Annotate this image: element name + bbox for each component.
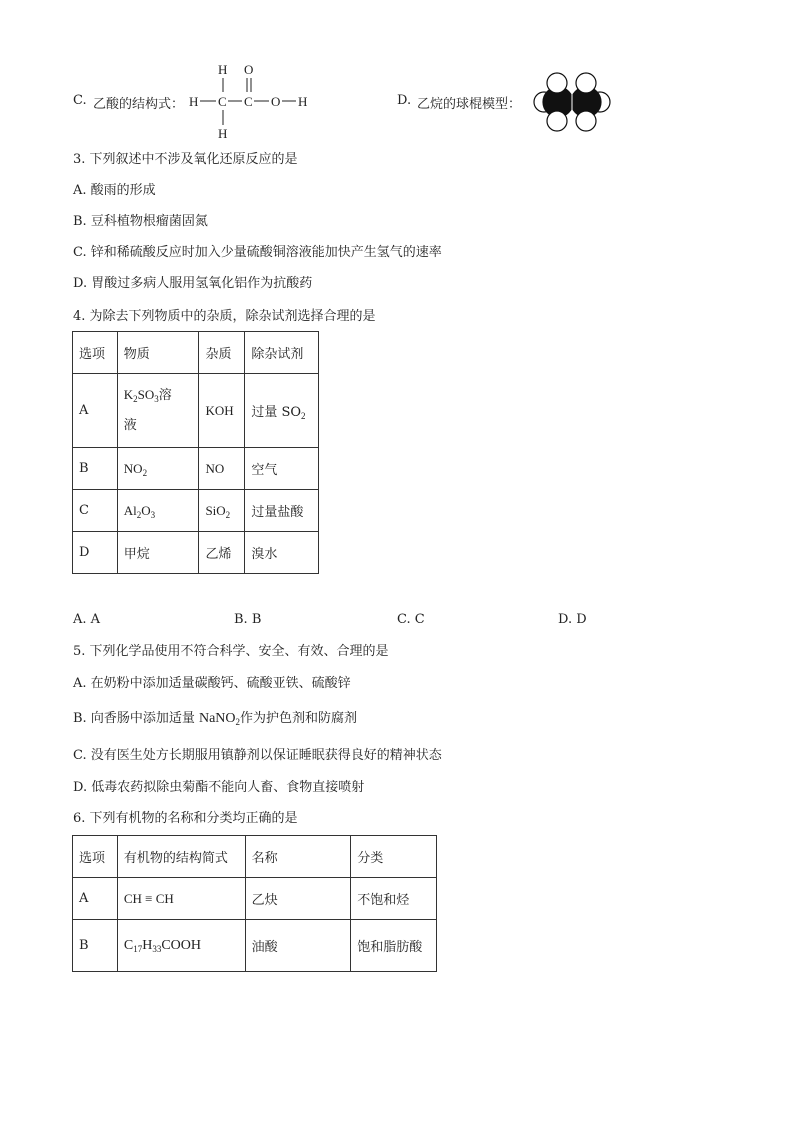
- option-cell: A: [73, 374, 118, 448]
- acetic-acid-structural-formula: [185, 60, 320, 142]
- substance-cell: $K_2SO_3$溶 液: [117, 374, 199, 448]
- atom-h-top: H: [218, 62, 228, 77]
- header-cell: 分类: [351, 836, 437, 878]
- atom-o-right: O: [271, 94, 281, 109]
- atom-h-bottom: H: [218, 126, 228, 141]
- q2-option-c-text: 乙酸的结构式：: [93, 97, 185, 112]
- table-row: [73, 490, 319, 532]
- table-header-row: [73, 332, 319, 374]
- atom-o-top: O: [244, 62, 254, 77]
- option-cell: A: [73, 878, 118, 920]
- q3-option-a: A. 酸雨的形成: [73, 183, 156, 198]
- header-cell: 选项: [73, 332, 118, 374]
- formula-cell: CH ≡ CH: [117, 878, 245, 920]
- q3-option-d: D. 胃酸过多病人服用氢氧化铝作为抗酸药: [73, 276, 313, 291]
- atom-h-left: H: [189, 94, 199, 109]
- q4-answer-b: B. B: [234, 612, 262, 627]
- option-cell: C: [73, 490, 118, 532]
- q5-option-b: B. 向香肠中添加适量 NaNO$_2$作为护色剂和防腐剂: [73, 711, 358, 727]
- q6-table: [72, 835, 437, 972]
- nano2-formula: NaNO$_2$: [198, 711, 241, 727]
- q3-stem: 3. 下列叙述中不涉及氧化还原反应的是: [73, 152, 298, 167]
- q5-option-a: A. 在奶粉中添加适量碳酸钙、硫酸亚铁、硫酸锌: [73, 676, 351, 691]
- q4-stem: 4. 为除去下列物质中的杂质，除杂试剂选择合理的是: [73, 309, 376, 324]
- reagent-cell: 过量盐酸: [245, 490, 319, 532]
- table-row: [73, 878, 437, 920]
- q3-option-b: B. 豆科植物根瘤菌固氮: [73, 214, 208, 229]
- ethane-ball-and-stick-model: [530, 70, 614, 134]
- q2-option-c-label: C.: [73, 93, 87, 108]
- table-row: [73, 920, 437, 972]
- option-cell: B: [73, 448, 118, 490]
- substance-cell: $Al_2O_3$: [117, 490, 199, 532]
- reagent-cell: 过量 $SO_2$: [245, 374, 319, 448]
- q2-option-d-text: 乙烷的球棍模型：: [417, 97, 522, 112]
- header-cell: 物质: [117, 332, 199, 374]
- option-cell: D: [73, 532, 118, 574]
- q4-table: [72, 331, 319, 574]
- substance-cell: $NO_2$: [117, 448, 199, 490]
- q2-option-d-label: D.: [397, 93, 412, 108]
- impurity-cell: 乙烯: [199, 532, 245, 574]
- reagent-cell: 溴水: [245, 532, 319, 574]
- table-row: [73, 374, 319, 448]
- q4-answer-c: C. C: [397, 612, 425, 627]
- table-row: [73, 448, 319, 490]
- q5-stem: 5. 下列化学品使用不符合科学、安全、有效、合理的是: [73, 644, 389, 659]
- header-cell: 除杂试剂: [245, 332, 319, 374]
- header-cell: 选项: [73, 836, 118, 878]
- header-cell: 名称: [245, 836, 351, 878]
- q6-stem: 6. 下列有机物的名称和分类均正确的是: [73, 811, 298, 826]
- q5-option-c: C. 没有医生处方长期服用镇静剂以保证睡眠获得良好的精神状态: [73, 748, 442, 763]
- header-cell: 杂质: [199, 332, 245, 374]
- class-cell: 不饱和烃: [351, 878, 437, 920]
- name-cell: 乙炔: [245, 878, 351, 920]
- q4-answer-a: A. A: [73, 612, 101, 627]
- option-cell: B: [73, 920, 118, 972]
- atom-h-right: H: [298, 94, 308, 109]
- atom-c2: C: [244, 94, 253, 109]
- header-cell: 有机物的结构简式: [117, 836, 245, 878]
- q4-answer-d: D. D: [558, 612, 587, 627]
- reagent-cell: 空气: [245, 448, 319, 490]
- q5-option-d: D. 低毒农药拟除虫菊酯不能向人畜、食物直接喷射: [73, 780, 365, 795]
- impurity-cell: KOH: [199, 374, 245, 448]
- name-cell: 油酸: [245, 920, 351, 972]
- substance-cell: 甲烷: [117, 532, 199, 574]
- q3-option-c: C. 锌和稀硫酸反应时加入少量硫酸铜溶液能加快产生氢气的速率: [73, 245, 442, 260]
- impurity-cell: SiO$_2$: [199, 490, 245, 532]
- table-header-row: [73, 836, 437, 878]
- class-cell: 饱和脂肪酸: [351, 920, 437, 972]
- formula-cell: $C_{17}H_{33}COOH$: [117, 920, 245, 972]
- impurity-cell: NO: [199, 448, 245, 490]
- table-row: [73, 532, 319, 574]
- atom-c1: C: [218, 94, 227, 109]
